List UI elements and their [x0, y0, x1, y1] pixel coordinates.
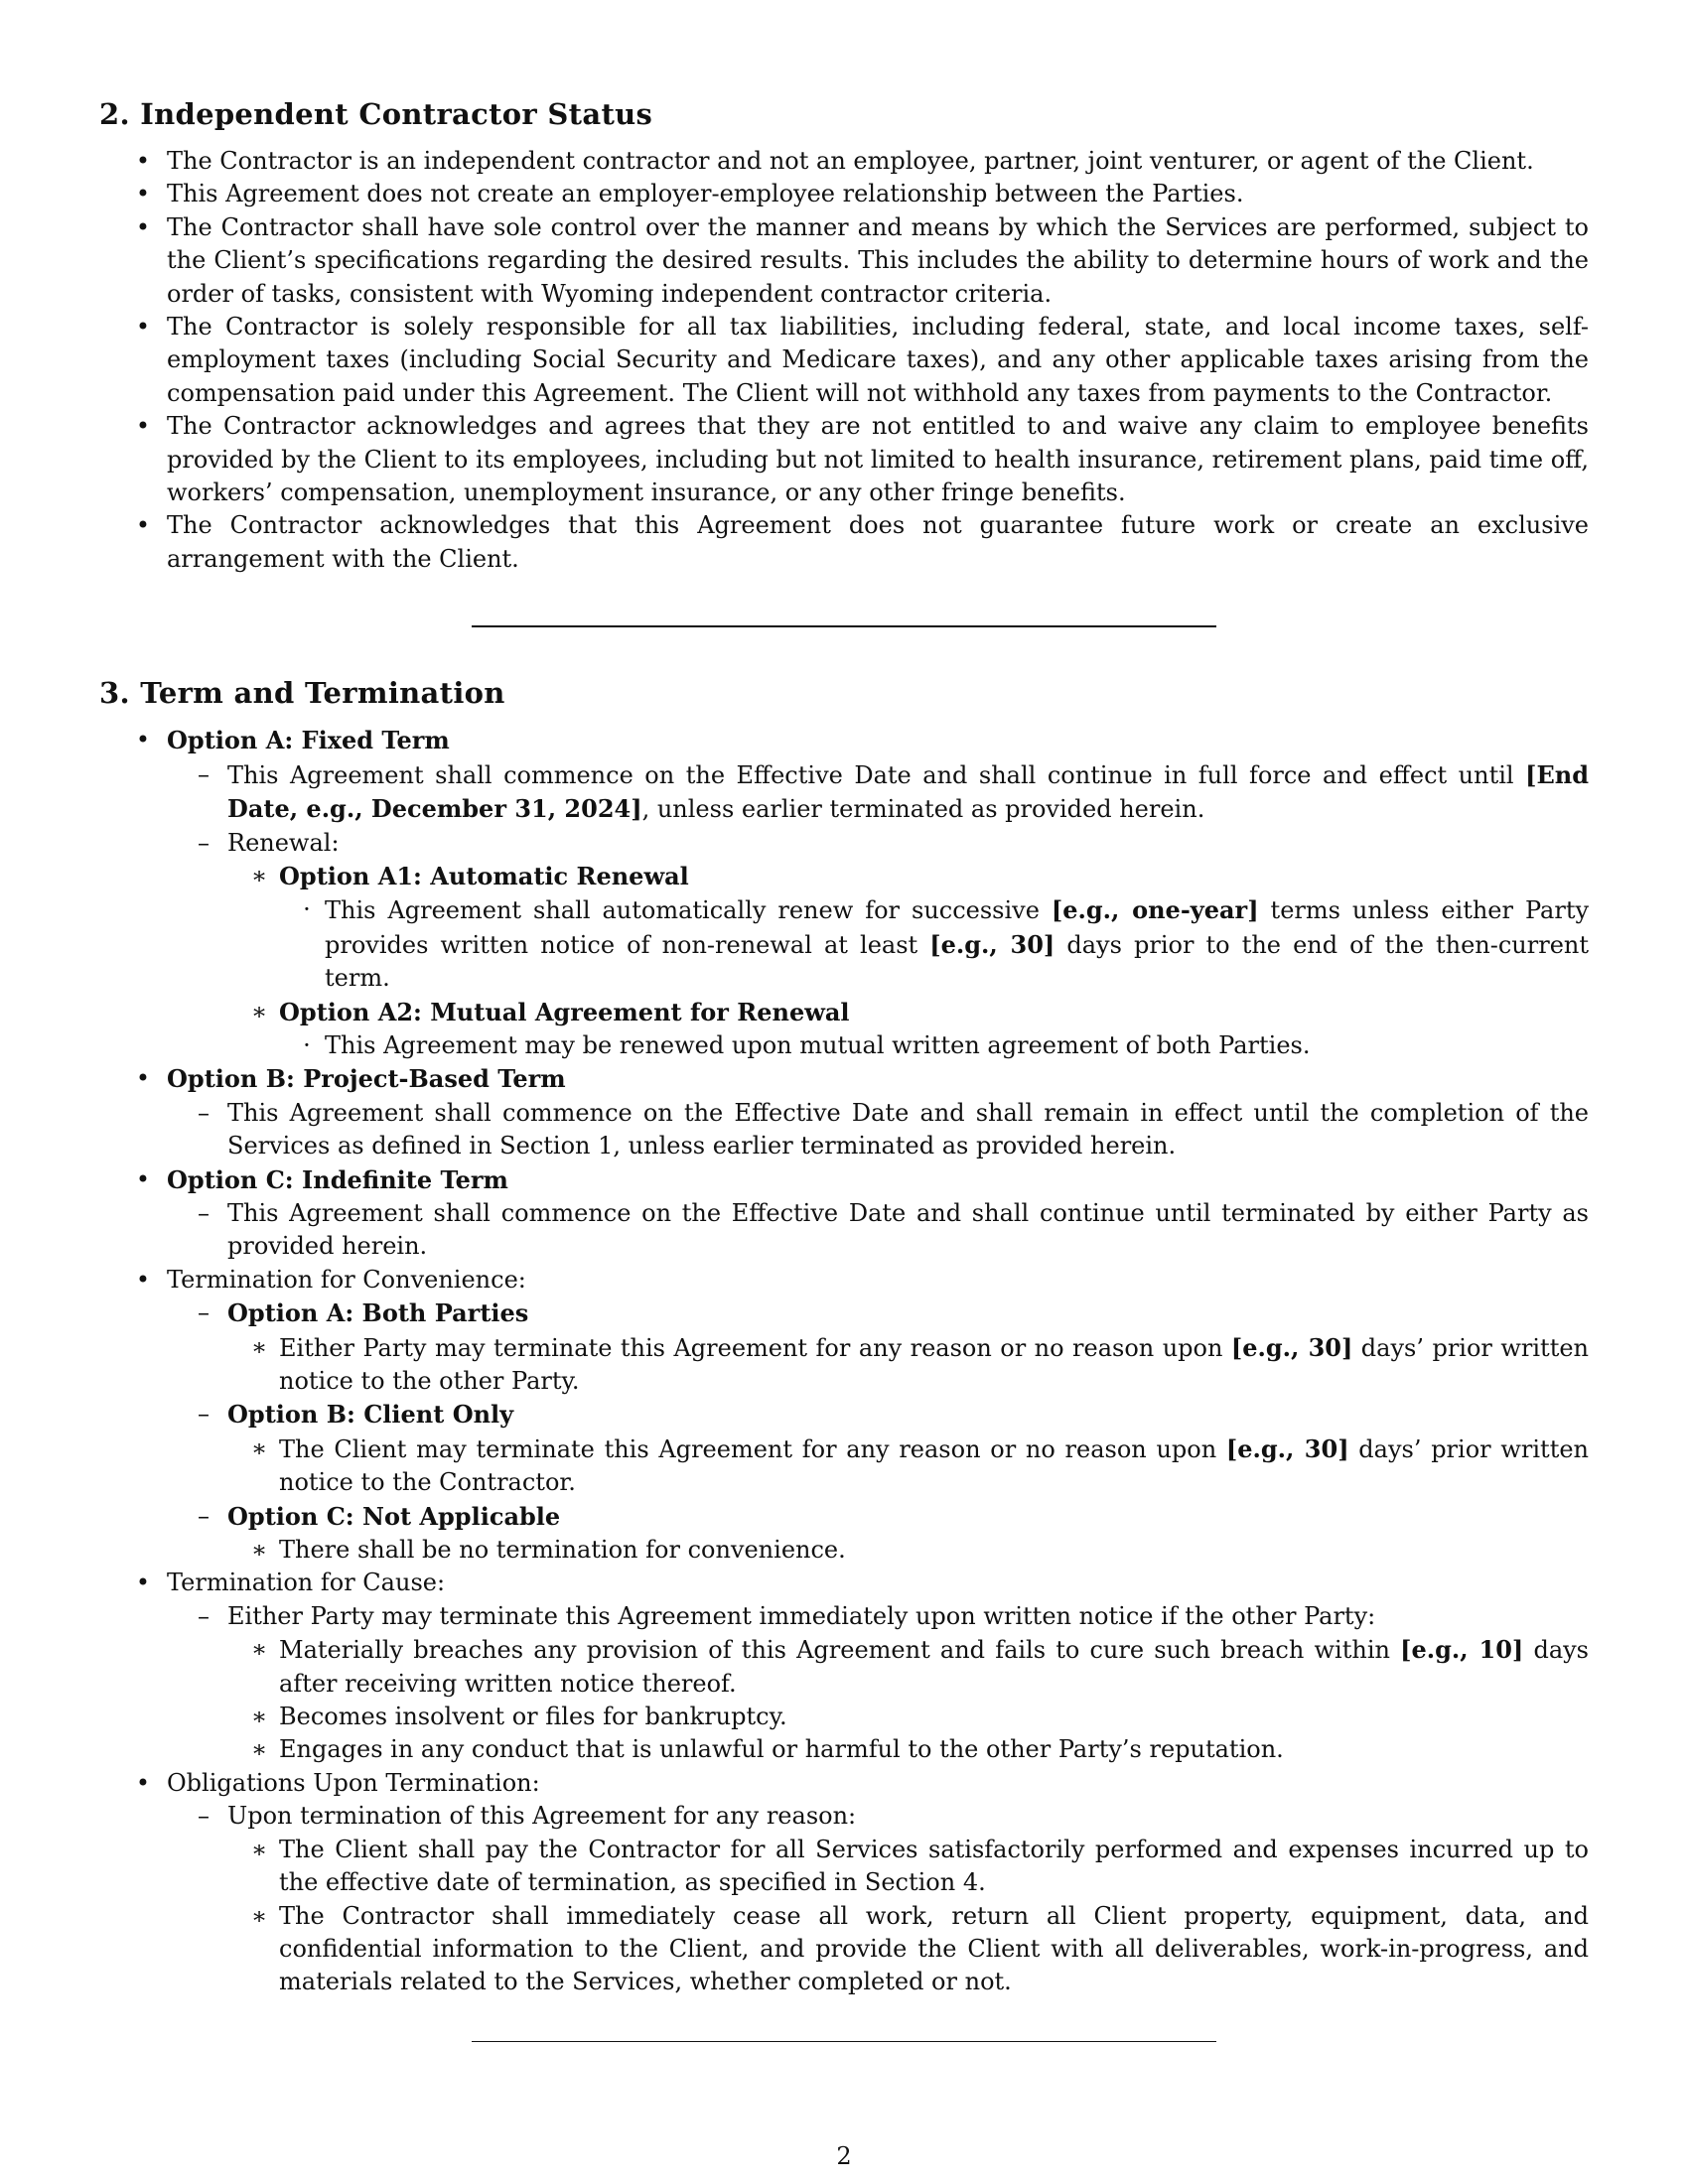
dot-icon: ·	[303, 895, 311, 924]
option-c-indefinite-term: • Option C: Indefinite Term – This Agreement shall commence on the Effective Date and shall continue until terminated by either Party as provided herein.	[167, 1163, 1589, 1264]
asterisk-icon: ∗	[250, 1635, 268, 1664]
list-item: · This Agreement shall automatically renew for successive [e.g., one-year] terms unless either Party provides written notice of non-renewal at least [e.g., 30] days prior to the end of the then-current term.	[325, 893, 1589, 995]
asterisk-icon: ∗	[250, 861, 268, 889]
convenience-option-c: – Option C: Not Applicable ∗ There shall be no termination for convenience.	[227, 1500, 1589, 1568]
asterisk-icon: ∗	[250, 1735, 268, 1764]
list-item: • The Contractor acknowledges that this Agreement does not guarantee future work or create an exclusive arrangement with the Client.	[167, 509, 1589, 576]
bullet-icon: •	[135, 147, 151, 175]
list-item: ∗ The Contractor shall immediately cease all work, return all Client property, equipment, data, and confidential information to the Client, and provide the Client with all deliverables, work-in-progress, and materials related to the Services, whether completed or not.	[250, 1901, 1589, 1996]
asterisk-icon: ∗	[250, 1703, 268, 1731]
section-3-list	[135, 724, 1590, 1998]
bullet-icon: •	[135, 1265, 151, 1294]
convenience-option-a: – Option A: Both Parties ∗ Either Party may terminate this Agreement for any reason or no reason upon [e.g., 30] days’ prior written notice to the other Party.	[227, 1297, 1589, 1398]
termination-convenience: • Termination for Convenience: – Option A: Both Parties ∗ Either Party may terminate this Agreement for any reason or no reason upon [e.g., 30] days’ prior written notice to the other Party. – Option B: Client Only ∗ The Client may terminate this Agreement for any reason or no reason upon [e.g., 30] days’ prior written notice to the Contractor. – Option C: Not Applicable ∗ There shall be no termination for convenience.	[167, 1264, 1589, 1568]
option-a2: ∗ Option A2: Mutual Agreement for Renewal · This Agreement may be renewed upon mutual written agreement of both Parties.	[279, 996, 1589, 1063]
list-item: – Either Party may terminate this Agreement immediately upon written notice if the other Party: ∗ Materially breaches any provision of this Agreement and fails to cure such breach within [e.g., 10] days after receiving written notice thereof. ∗ Becomes insolvent or files for bankruptcy. ∗ Engages in any conduct that is unlawful or harmful to the other Party’s reputation.	[227, 1600, 1589, 1767]
dash-icon: –	[198, 1601, 210, 1630]
bullet-icon: •	[135, 511, 151, 540]
dash-icon: –	[198, 1501, 210, 1530]
bullet-icon: •	[135, 1064, 151, 1093]
dot-icon: ·	[303, 1030, 311, 1059]
termination-obligations: • Obligations Upon Termination: – Upon termination of this Agreement for any reason: ∗ The Client shall pay the Contractor for all Services satisfactorily performed and expenses incurred up to the effective date of termination, as specified in Section 4. ∗ The Contractor shall immediately cease all work, return all Client property, equipment, data, and confidential information to the Client, and provide the Client with all deliverables, work-in-progress, and materials related to the Services, whether completed or not.	[167, 1767, 1589, 1999]
bullet-icon: •	[135, 726, 151, 754]
bullet-icon: •	[135, 180, 151, 208]
list-item: • The Contractor acknowledges and agrees that they are not entitled to and waive any claim to employee benefits provided by the Client to its employees, including but not limited to health insurance, retirement plans, paid time off, workers’ compensation, unemployment insurance, or any other fringe benefits.	[167, 410, 1589, 509]
asterisk-icon: ∗	[250, 997, 268, 1025]
convenience-option-b: – Option B: Client Only ∗ The Client may terminate this Agreement for any reason or no reason upon [e.g., 30] days’ prior written notice to the Contractor.	[227, 1398, 1589, 1499]
asterisk-icon: ∗	[250, 1901, 268, 1930]
option-a1: ∗ Option A1: Automatic Renewal · This Agreement shall automatically renew for successive [e.g., one-year] terms unless either Party provides written notice of non-renewal at least [e.g., 30] days prior to the end of the then-current term.	[279, 860, 1589, 996]
bullet-icon: •	[135, 1164, 151, 1193]
page-content	[99, 94, 1589, 2042]
list-item: ∗ The Client shall pay the Contractor for all Services satisfactorily performed and expenses incurred up to the effective date of termination, as specified in Section 4.	[250, 1835, 1589, 1897]
list-item: • This Agreement does not create an employer-employee relationship between the Parties.	[167, 178, 1589, 210]
list-item: – This Agreement shall commence on the Effective Date and shall continue until terminated by either Party as provided herein.	[227, 1197, 1589, 1264]
section-2-heading: 2. Independent Contractor Status	[99, 97, 653, 131]
list-item: • The Contractor is an independent contractor and not an employee, partner, joint venturer, or agent of the Client.	[167, 145, 1589, 178]
termination-cause: • Termination for Cause: – Either Party may terminate this Agreement immediately upon written notice if the other Party: ∗ Materially breaches any provision of this Agreement and fails to cure such breach within [e.g., 10] days after receiving written notice thereof. ∗ Becomes insolvent or files for bankruptcy. ∗ Engages in any conduct that is unlawful or harmful to the other Party’s reputation.	[167, 1567, 1589, 1766]
dash-icon: –	[198, 759, 210, 788]
dash-icon: –	[198, 1802, 210, 1831]
dash-icon: –	[198, 1098, 210, 1127]
list-item: ∗ Becomes insolvent or files for bankruptcy.	[279, 1701, 1589, 1733]
bullet-icon: •	[135, 313, 151, 341]
dash-icon: –	[198, 1400, 210, 1429]
dash-icon: –	[198, 1198, 210, 1227]
list-item: ∗ The Client may terminate this Agreement for any reason or no reason upon [e.g., 30] days’ prior written notice to the Contractor.	[250, 1433, 1589, 1497]
bullet-icon: •	[135, 412, 151, 441]
section-divider	[472, 2041, 1216, 2042]
section-2-list	[135, 145, 1589, 576]
dash-icon: –	[198, 1298, 210, 1327]
asterisk-icon: ∗	[250, 1536, 268, 1565]
list-item: ∗ Engages in any conduct that is unlawful or harmful to the other Party’s reputation.	[279, 1733, 1589, 1766]
dash-icon: –	[198, 828, 210, 857]
section-divider	[472, 625, 1216, 627]
bullet-icon: •	[135, 1569, 151, 1597]
section-3-heading: 3. Term and Termination	[99, 676, 505, 711]
list-item: • The Contractor shall have sole control over the manner and means by which the Services are performed, subject to the Client’s specifications regarding the desired results. This includes the ability to determine hours of work and the order of tasks, consistent with Wyoming independent contractor criteria.	[167, 211, 1589, 311]
list-item: ∗ Either Party may terminate this Agreement for any reason or no reason upon [e.g., 30] days’ prior written notice to the other Party.	[250, 1332, 1589, 1395]
bullet-icon: •	[135, 1768, 151, 1797]
list-item: ∗ There shall be no termination for convenience.	[279, 1534, 1589, 1567]
list-item: · This Agreement may be renewed upon mutual written agreement of both Parties.	[325, 1029, 1589, 1062]
asterisk-icon: ∗	[250, 1433, 268, 1462]
list-item: – Upon termination of this Agreement for any reason: ∗ The Client shall pay the Contractor for all Services satisfactorily performed and expenses incurred up to the effective date of termination, as specified in Section 4. ∗ The Contractor shall immediately cease all work, return all Client property, equipment, data, and confidential information to the Client, and provide the Client with all deliverables, work-in-progress, and materials related to the Services, whether completed or not.	[227, 1800, 1589, 1998]
list-item: ∗ Materially breaches any provision of this Agreement and fails to cure such breach within [e.g., 10] days after receiving written notice thereof.	[250, 1635, 1590, 1698]
list-item: • The Contractor is solely responsible for all tax liabilities, including federal, state, and local income taxes, self-employment taxes (including Social Security and Medicare taxes), and any other applicable taxes arising from the compensation paid under this Agreement. The Client will not withhold any taxes from payments to the Contractor.	[167, 311, 1589, 410]
option-a-fixed-term: • Option A: Fixed Term – This Agreement shall commence on the Effective Date and shall continue in full force and effect until [End Date, e.g., December 31, 2024], unless earlier terminated as provided herein. – Renewal: ∗ Option A1: Automatic Renewal · This Agreement shall automatically renew for successive [e.g., one-year] terms unless either Party provides written notice of non-renewal at least [e.g., 30] days prior to the end of the then-current term. ∗ Option A2: Mutual Agreement for Renewal · This Agreement may be renewed upon mutual written agreement of both Parties.	[167, 724, 1589, 1062]
asterisk-icon: ∗	[250, 1835, 268, 1863]
option-b-project-term: • Option B: Project-Based Term – This Agreement shall commence on the Effective Date and shall remain in effect until the completion of the Services as defined in Section 1, unless earlier terminated as provided herein.	[167, 1062, 1589, 1162]
list-item: – This Agreement shall commence on the Effective Date and shall remain in effect until the completion of the Services as defined in Section 1, unless earlier terminated as provided herein.	[227, 1097, 1589, 1163]
list-item: – This Agreement shall commence on the Effective Date and shall continue in full force and effect until [End Date, e.g., December 31, 2024], unless earlier terminated as provided herein.	[227, 758, 1589, 827]
bullet-icon: •	[135, 212, 151, 241]
asterisk-icon: ∗	[250, 1332, 268, 1361]
renewal-item: – Renewal: ∗ Option A1: Automatic Renewal · This Agreement shall automatically renew for successive [e.g., one-year] terms unless either Party provides written notice of non-renewal at least [e.g., 30] days prior to the end of the then-current term. ∗ Option A2: Mutual Agreement for Renewal · This Agreement may be renewed upon mutual written agreement of both Parties.	[227, 827, 1589, 1063]
page-number: 2	[836, 2142, 852, 2170]
